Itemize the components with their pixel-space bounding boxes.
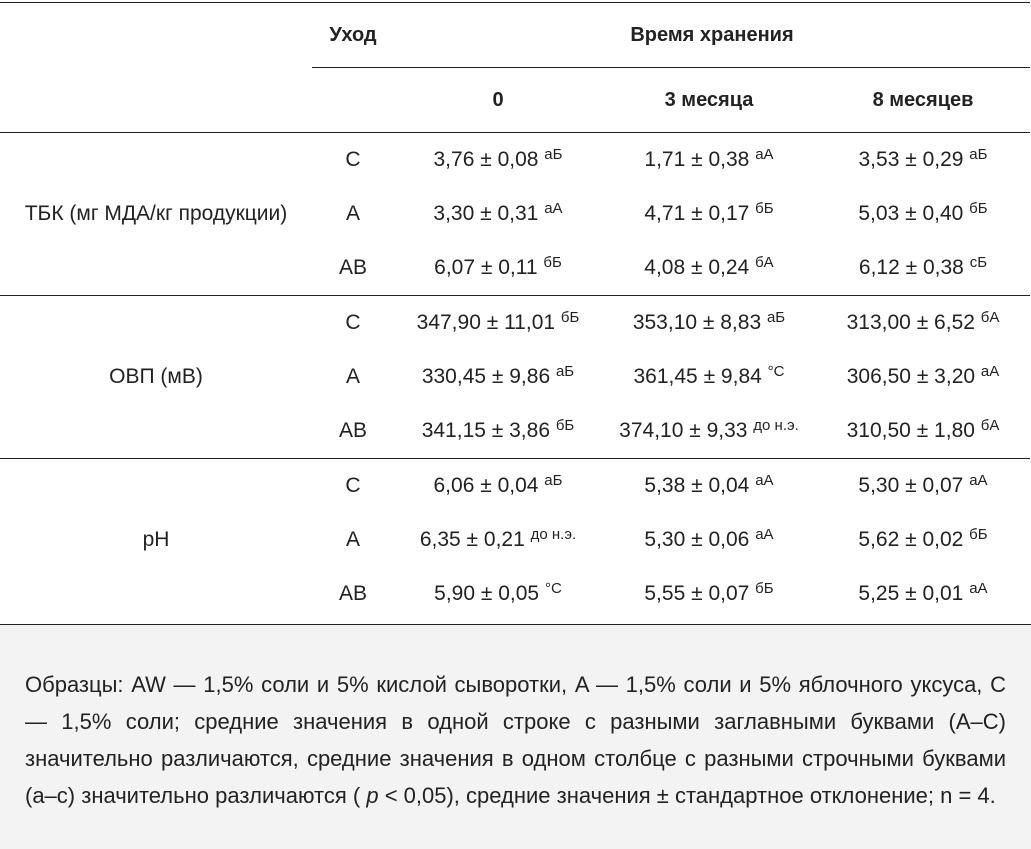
value-cell: 5,90 ± 0,05 $^{^\circ С}$ [434,580,562,605]
value-cell: 347,90 ± 11,01 $^{бБ}$ [394,296,602,351]
treatment-cell: С [312,296,394,351]
table-row [0,133,1030,188]
value-cell: 5,38 ± 0,04 $^{аА}$ [602,459,816,514]
value-cell: 313,00 ± 6,52 $^{бА}$ [816,296,1030,351]
treatment-cell: А [345,528,360,551]
table-footnote [0,624,1031,849]
value-cell: 3,76 ± 0,08 $^{аБ}$ [394,133,602,188]
header-storage-time: Время хранения [394,3,1030,68]
treatment-cell: АВ [338,256,367,279]
results-table [0,2,1030,621]
value-cell: 4,08 ± 0,24 $^{бА}$ [644,254,774,279]
treatment-cell: А [345,202,360,225]
value-cell: 6,07 ± 0,11 $^{бБ}$ [434,254,562,279]
value-cell: 330,45 ± 9,86 $^{аБ}$ [421,363,575,388]
header-period-3: 3 месяца [664,88,754,111]
value-cell: 5,30 ± 0,07 $^{аА}$ [816,459,1030,514]
value-cell: 306,50 ± 3,20 $^{аА}$ [846,363,1000,388]
header-empty-cell [0,68,312,133]
value-cell: 4,71 ± 0,17 $^{бБ}$ [644,200,774,225]
parameter-label: pH [0,459,312,622]
value-cell: 353,10 ± 8,83 $^{аБ}$ [602,296,816,351]
header-period-0: 0 [492,88,504,111]
value-cell: 6,12 ± 0,38 $^{сБ}$ [858,254,988,279]
value-cell: 6,06 ± 0,04 $^{аБ}$ [394,459,602,514]
treatment-cell: С [312,459,394,514]
value-cell: 1,71 ± 0,38 $^{аА}$ [602,133,816,188]
header-period-8: 8 месяцев [872,88,974,111]
footnote-text-end: < 0,05), средние значения ± стандартное отклонение; n = 4. [378,783,996,808]
treatment-cell: А [345,365,360,388]
value-cell: 6,35 ± 0,21 $^{до н.э.}$ [419,526,577,551]
header-empty-cell [312,68,394,133]
treatment-cell: С [312,133,394,188]
header-empty-cell [0,3,312,68]
header-treatment: Уход [312,3,394,68]
table-row [0,459,1030,514]
value-cell: 5,55 ± 0,07 $^{бБ}$ [644,580,774,605]
value-cell: 361,45 ± 9,84 $^{^\circ С}$ [633,363,785,388]
value-cell: 5,62 ± 0,02 $^{бБ}$ [858,526,988,551]
value-cell: 5,30 ± 0,06 $^{аА}$ [644,526,774,551]
value-cell: 374,10 ± 9,33 $^{до н.э.}$ [619,417,799,442]
value-cell: 5,03 ± 0,40 $^{бБ}$ [858,200,988,225]
treatment-cell: АВ [338,419,367,442]
treatment-cell: АВ [338,582,367,605]
value-cell: 341,15 ± 3,86 $^{бБ}$ [421,417,575,442]
header-row-1 [0,3,1030,68]
parameter-label: ОВП (мВ) [0,296,312,459]
value-cell: 3,30 ± 0,31 $^{аА}$ [433,200,563,225]
header-row-2 [0,68,1030,133]
parameter-label: ТБК (мг МДА/кг продукции) [0,133,312,296]
value-cell: 5,25 ± 0,01 $^{аА}$ [858,580,988,605]
footnote-text: Образцы: AW — 1,5% соли и 5% кислой сыворотки, A — 1,5% соли и 5% яблочного уксуса, C — 1,5% соли; средние значения в одной строке с разными заглавными буквами (A–C) значительно различаются, средние значения в одном столбце с разными строчными буквами (a–c) значительно различаются ( [25,672,1006,808]
table-row [0,296,1030,351]
p-symbol: p [366,783,379,808]
value-cell: 3,53 ± 0,29 $^{аБ}$ [816,133,1030,188]
value-cell: 310,50 ± 1,80 $^{бА}$ [846,417,1000,442]
